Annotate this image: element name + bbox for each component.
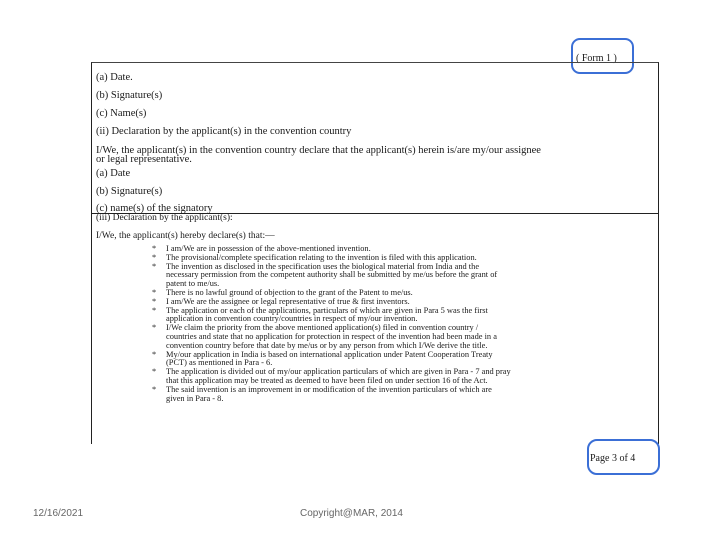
declaration-bullet-cont: (PCT) as mentioned in Para - 6. [166,358,273,368]
bullet-marker: * [152,384,157,394]
bullet-marker: * [152,288,157,297]
convention-declaration-text: I/We, the applicant(s) in the convention country declare that the applicant(s) herein is/are my/our assignee [96,145,541,156]
signatory-name-field: (c) name(s) of the signatory [96,203,213,214]
declaration-bullet: * There is no lawful ground of objection to the grant of the Patent to me/us. [152,288,413,297]
date-field-2: (a) Date [96,168,131,179]
form-number-label: ( Form 1 ) [576,53,617,64]
declaration-bullet: * The said invention is an improvement in or modification of the invention particulars of which are [152,384,492,394]
declaration-bullet: * I am/We are the assignee or legal representative of true & first inventors. [152,296,410,306]
declaration-bullet-cont: given in Para - 8. [166,393,224,403]
declaration-bullet: * I/We claim the priority from the above mentioned application(s) filed in convention country / [152,323,479,333]
bullet-marker: * [152,367,157,377]
declaration-bullet-cont: patent to me/us. [166,279,220,289]
declaration-bullet-cont: countries and state that no application for protection in respect of the invention had been made in a [166,332,497,341]
bullet-marker: * [152,261,157,271]
bullet-marker: * [152,244,157,253]
applicant-declaration-intro: I/We, the applicant(s) hereby declare(s) that:— [96,231,275,241]
footer-copyright: Copyright@MAR, 2014 [300,508,403,519]
names-field: (c) Name(s) [96,108,147,119]
footer-date: 12/16/2021 [33,508,84,519]
declaration-bullet-cont: necessary permission from the competent authority shall be submitted by me/us before the grant of [166,270,498,280]
page-number-badge [587,439,660,475]
declaration-bullet-cont: that this application may be treated as deemed to have been filed on under section 16 of the Act. [166,376,488,385]
bullet-marker: * [152,252,157,262]
declaration-bullet: * My/our application in India is based on international application under Patent Cooperation Treaty [152,349,493,359]
declaration-bullet: * The application or each of the applications, particulars of which are given in Para 5 was the first [152,305,488,315]
bullet-marker: * [152,323,157,333]
bullet-marker: * [152,296,157,306]
date-field: (a) Date. [96,72,133,83]
bullet-marker: * [152,305,157,315]
bullet-marker: * [152,349,157,359]
convention-declaration-heading: (ii) Declaration by the applicant(s) in the convention country [96,126,352,137]
signature-field: (b) Signature(s) [96,90,163,101]
declaration-bullet-cont: application in convention country/countries in respect of my/our invention. [166,314,418,324]
declaration-bullet: * I am/We are in possession of the above-mentioned invention. [152,244,371,253]
convention-declaration-text-cont: or legal representative. [96,154,192,165]
page-number-label: Page 3 of 4 [590,453,636,464]
declaration-bullet-cont: convention country before that date by me/us or by any person from which I/We derive the title. [166,340,488,350]
applicant-declaration-heading: (iii) Declaration by the applicant(s): [96,213,233,223]
declaration-bullet: * The application is divided out of my/our application particulars of which are given in Para - 7 and pray [152,367,511,377]
declaration-bullet: * The invention as disclosed in the specification uses the biological material from India and the [152,261,480,271]
signature-field-2: (b) Signature(s) [96,186,163,197]
declaration-bullet: * The provisional/complete specification relating to the invention is filed with this application. [152,252,477,262]
